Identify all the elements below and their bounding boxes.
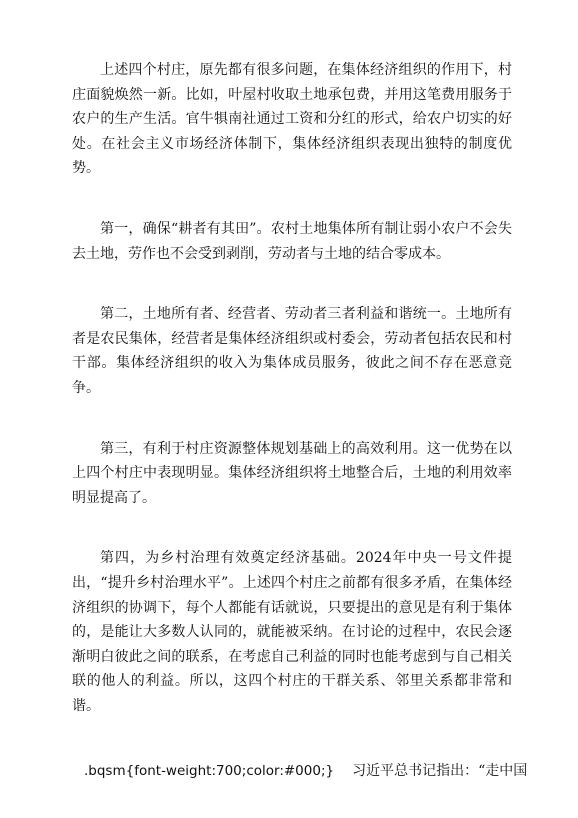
footer-quote-text: 习近平总书记指出：“走中国 [352, 763, 528, 779]
paragraph-point-two: 第二，土地所有者、经营者、劳动者三者利益和谐统一。土地所有者是农民集体，经营者是集体经济组织或村委会，劳动者包括农民和村干部。集体经济组织的收入为集体成员服务，彼此之间不存在恶意竞争。 [72, 306, 512, 396]
paragraph-point-four: 第四，为乡村治理有效奠定经济基础。2024年中央一号文件提出，“提升乡村治理水平”。上述四个村庄之前都有很多矛盾，在集体经济组织的协调下，每个人都能有话就说，只要提出的意见是有利于集体的，是能让大多数人认同的，就能被采纳。在讨论的过程中，农民会逐渐明白彼此之间的联系，在考虑自己利益的同时也能考虑到与自己相关联的他人的利益。所以，这四个村庄的干群关系、邻里关系都非常和谐。 [72, 550, 512, 714]
article-body [72, 58, 512, 754]
paragraph-intro: 上述四个村庄，原先都有很多问题，在集体经济组织的作用下，村庄面貌焕然一新。比如，叶屋村收取土地承包费，并用这笔费用服务于农户的生产生活。官牛犋南社通过工资和分红的形式，给农户切实的好处。在社会主义市场经济体制下，集体经济组织表现出独特的制度优势。 [72, 62, 512, 177]
leaked-css-text: .bqsm{font-weight:700;color:#000;} [84, 763, 335, 779]
paragraph-point-three: 第三，有利于村庄资源整体规划基础上的高效利用。这一优势在以上四个村庄中表现明显。集体经济组织将土地整合后，土地的利用效率明显提高了。 [72, 440, 512, 506]
paragraph-point-one: 第一，确保“耕者有其田”。农村土地集体所有制让弱小农户不会失去土地，劳作也不会受到剥削，劳动者与土地的结合零成本。 [72, 220, 512, 262]
truncated-footer-line [84, 760, 528, 782]
